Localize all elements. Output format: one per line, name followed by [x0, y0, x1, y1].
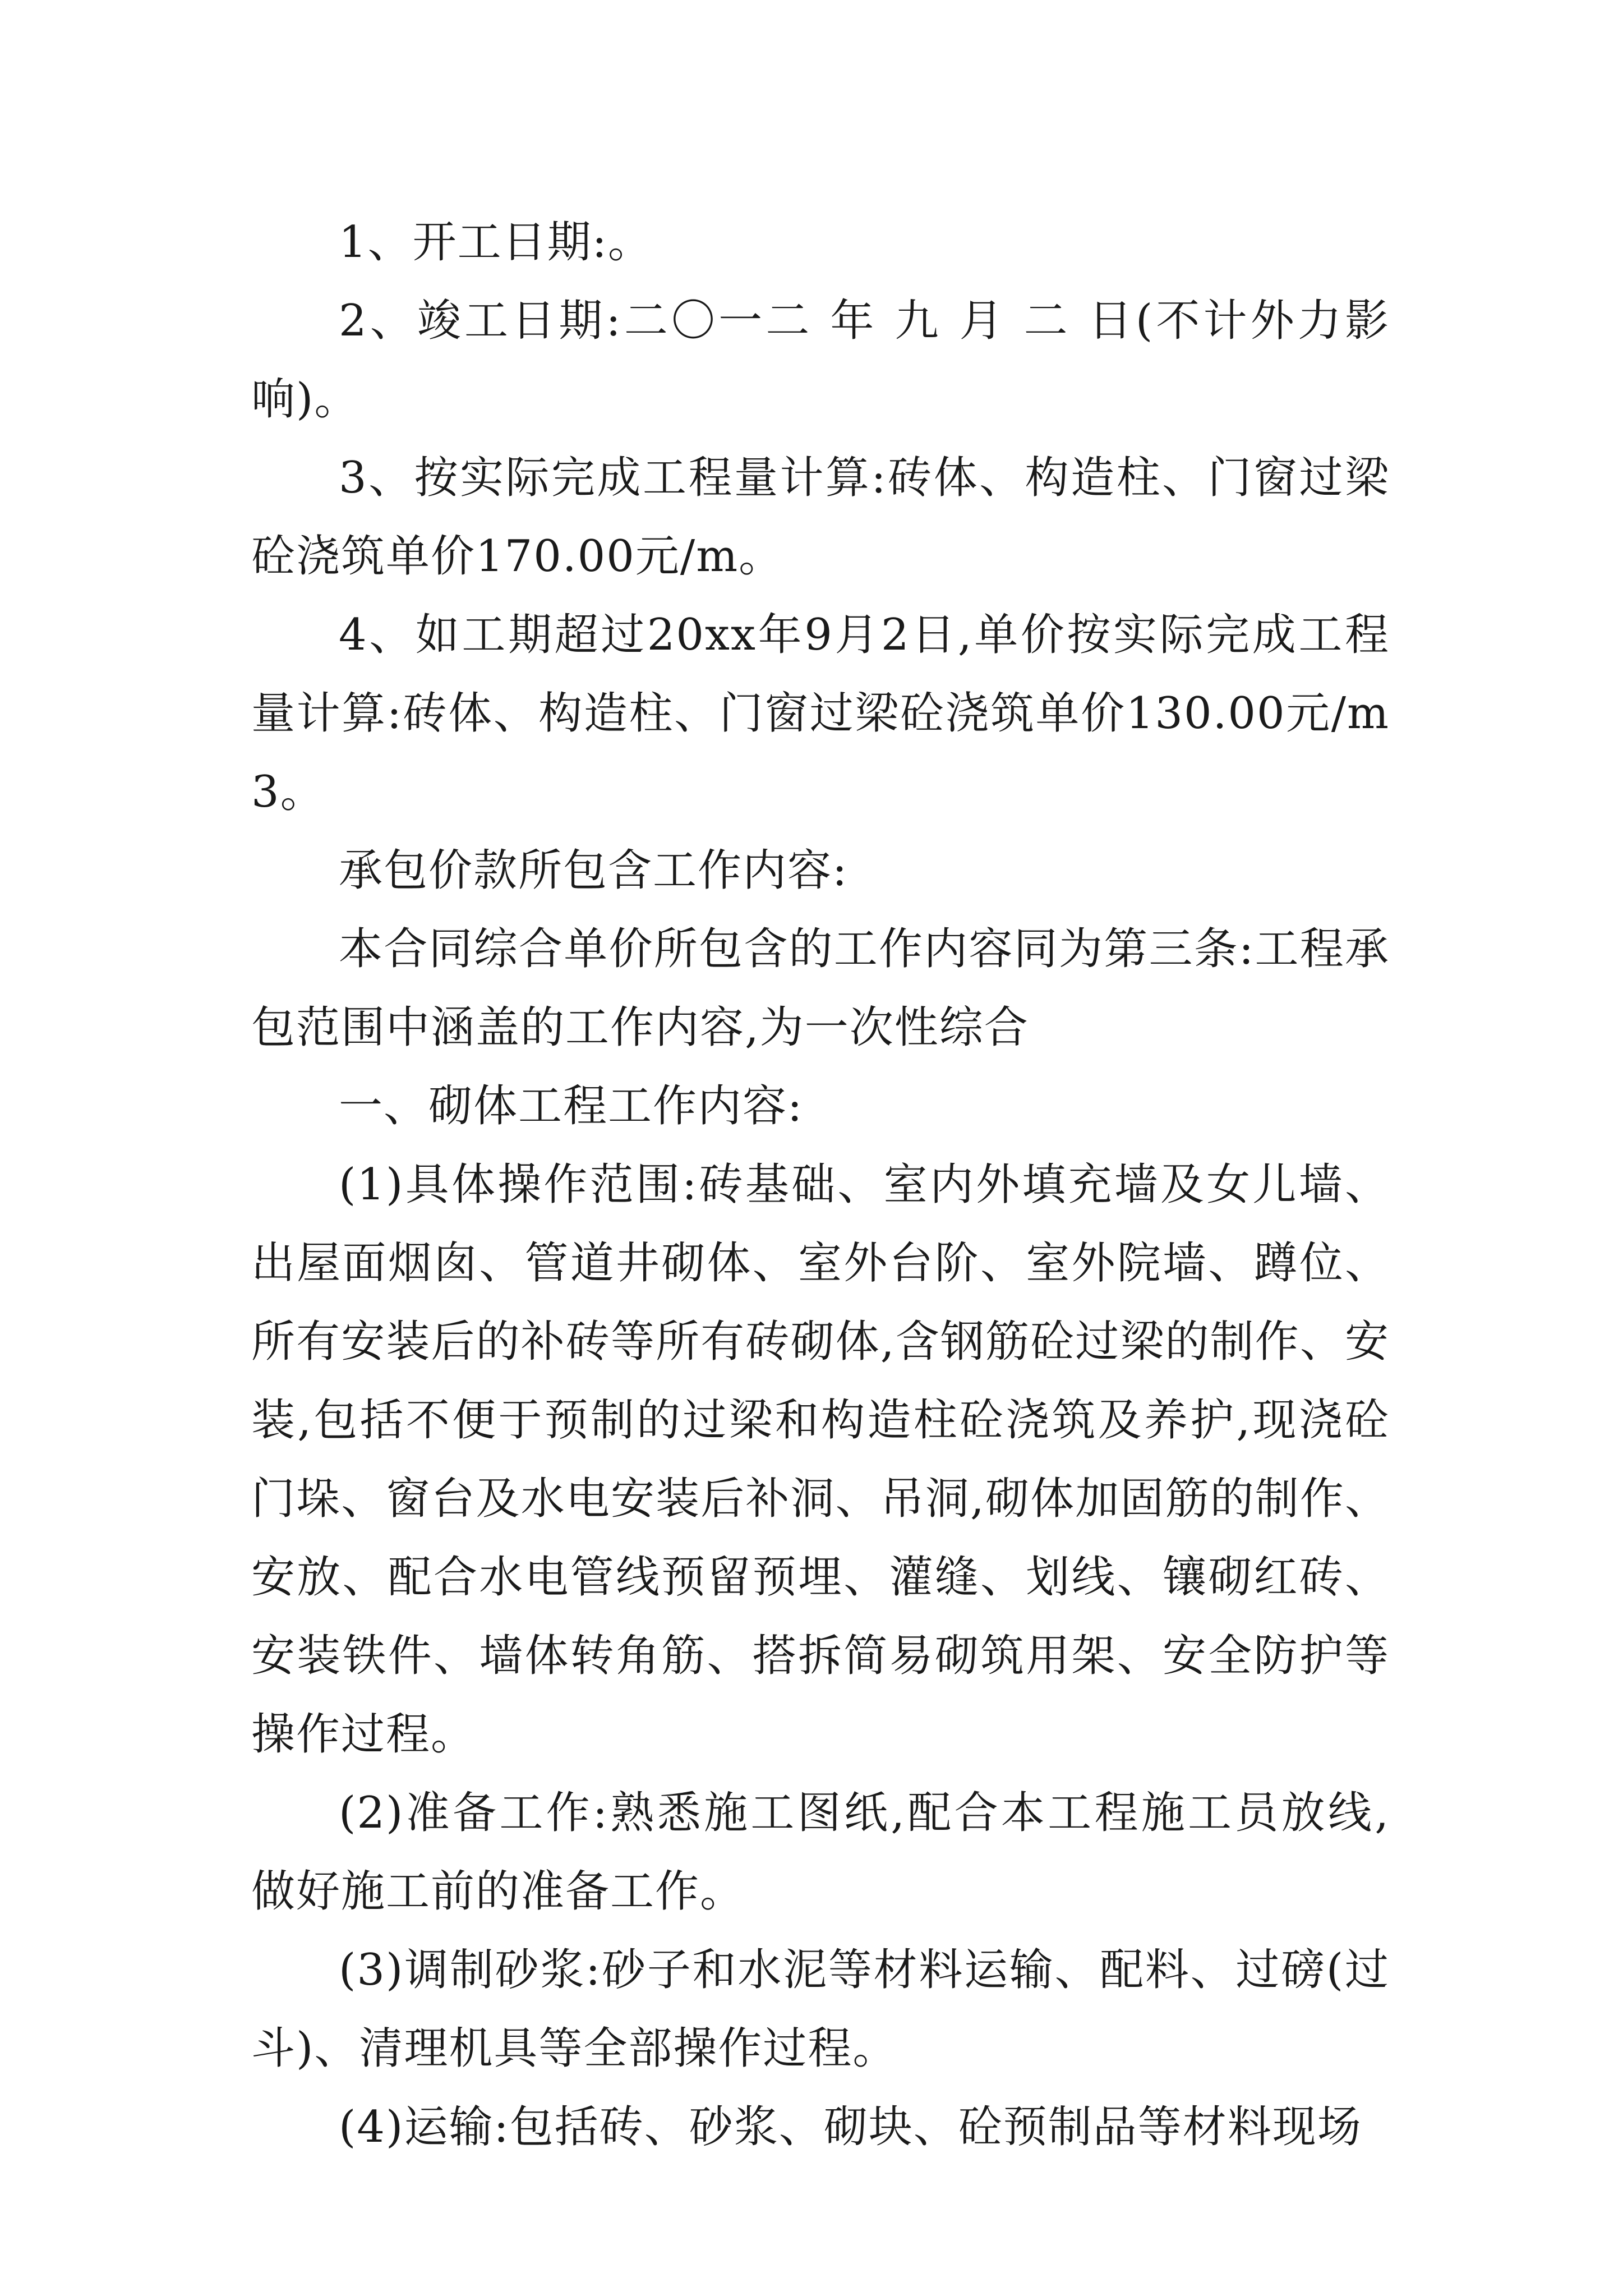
paragraph-mortar: (3)调制砂浆:砂子和水泥等材料运输、配料、过磅(过斗)、清理机具等全部操作过程。: [251, 1945, 1390, 2074]
paragraph-operation-scope: (1)具体操作范围:砖基础、室内外填充墙及女儿墙、出屋面烟囱、管道井砌体、室外台阶、室外院墙、蹲位、所有安装后的补砖等所有砖砌体,含钢筋砼过梁的制作、安装,包括不便于预制的过梁和构造柱砼浇筑及养护,现浇砼门垛、窗台及水电安装后补洞、吊洞,砌体加固筋的制作、安放、配合水电管线预留预埋、灌缝、划线、镶砌红砖、安装铁件、墙体转角筋、搭拆简易砌筑用架、安全防护等操作过程。: [251, 1159, 1390, 1760]
paragraph-transport: (4)运输:包括砖、砂浆、砌块、砼预制品等材料现场: [339, 2102, 1362, 2152]
paragraph-preparation: (2)准备工作:熟悉施工图纸,配合本工程施工员放线,做好施工前的准备工作。: [251, 1788, 1390, 1917]
paragraph-scope-heading: 承包价款所包含工作内容:: [339, 845, 849, 896]
paragraph-masonry-heading: 一、砌体工程工作内容:: [339, 1081, 804, 1131]
paragraph-overdue-price: 4、如工期超过20xx年9月2日,单价按实际完成工程量计算:砖体、构造柱、门窗过梁砼浇筑单价130.00元/m3。: [251, 610, 1390, 817]
paragraph-completion-date: 2、竣工日期:二〇一二 年 九 月 二 日(不计外力影响)。: [251, 296, 1390, 425]
paragraph-scope-description: 本合同综合单价所包含的工作内容同为第三条:工程承包范围中涵盖的工作内容,为一次性综合: [251, 924, 1390, 1053]
document-body: [251, 203, 1390, 2166]
paragraph-start-date: 1、开工日期:。: [339, 217, 653, 268]
paragraph-unit-price: 3、按实际完成工程量计算:砖体、构造柱、门窗过梁砼浇筑单价170.00元/m。: [251, 453, 1390, 582]
